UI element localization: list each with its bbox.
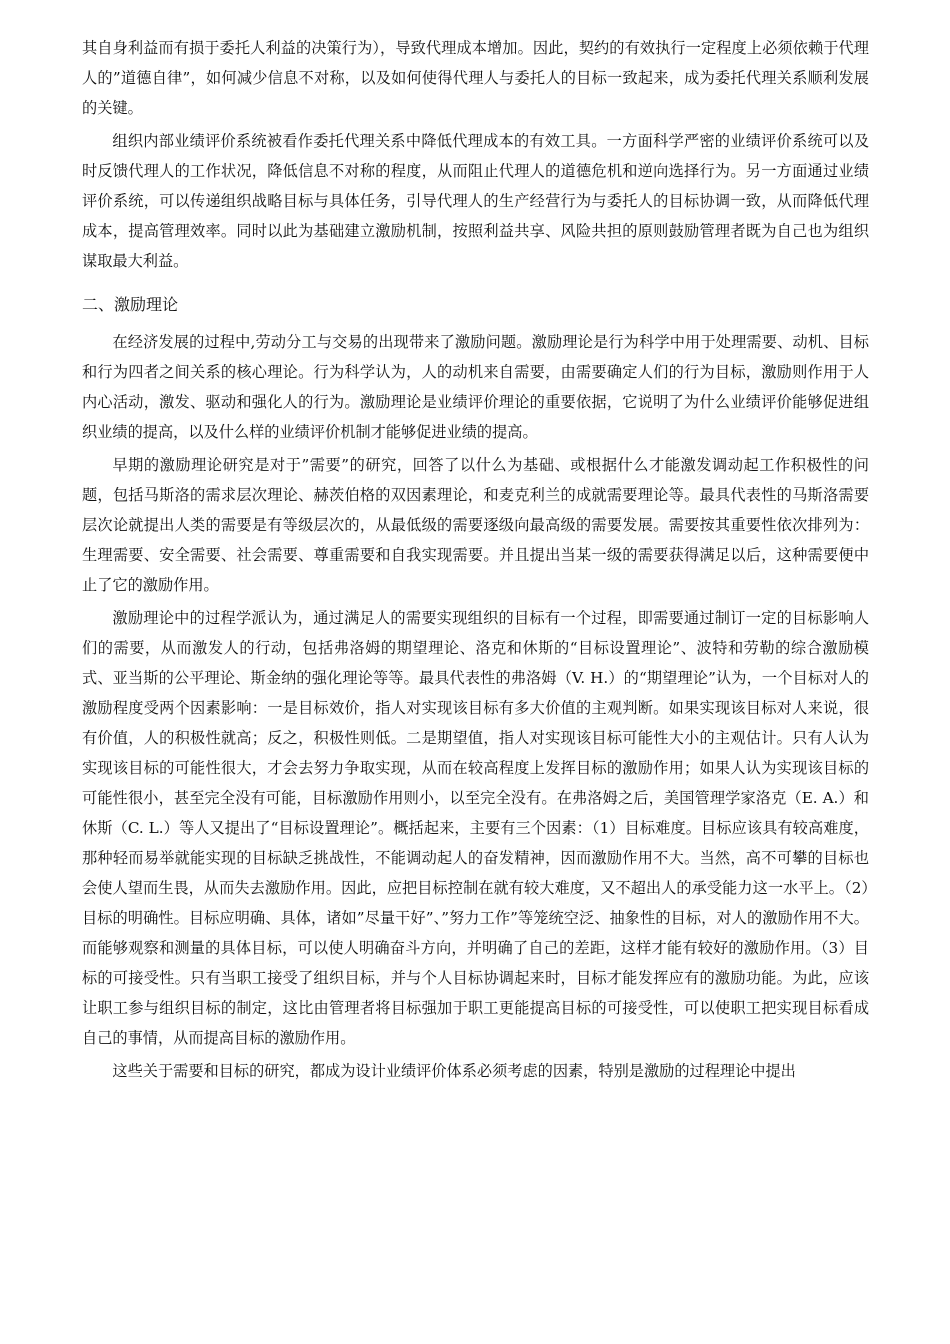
paragraph-conclusion: 这些关于需要和目标的研究，都成为设计业绩评价体系必须考虑的因素，特别是激励的过程理论中提出 [112, 1062, 796, 1080]
paragraph-agency-evaluation: 组织内部业绩评价系统被看作委托代理关系中降低代理成本的有效工具。一方面科学严密的业绩评价系统可以及时反馈代理人的工作状况，降低信息不对称的程度，从而阻止代理人的道德危机和逆向选择行为。另一方面通过业绩评价系统，可以传递组织战略目标与具体任务，引导代理人的生产经营行为与委托人的目标协调一致，从而降低代理成本，提高管理效率。同时以此为基础建立激励机制，按照利益共享、风险共担的原则鼓励管理者既为自己也为组织谋取最大利益。 [82, 132, 869, 270]
section-heading: 二、激励理论 [82, 295, 179, 314]
document-page [82, 33, 869, 1089]
paragraph-incentive-intro: 在经济发展的过程中,劳动分工与交易的出现带来了激励问题。激励理论是行为科学中用于处理需要、动机、目标和行为四者之间关系的核心理论。行为科学认为，人的动机来自需要，由需要确定人们的行为目标，激励则作用于人内心活动，激发、驱动和强化人的行为。激励理论是业绩评价理论的重要依据，它说明了为什么业绩评价能够促进组织业绩的提高，以及什么样的业绩评价机制才能够促进业绩的提高。 [82, 333, 869, 441]
paragraph-continued: 其自身利益而有损于委托人利益的决策行为），导致代理成本增加。因此，契约的有效执行一定程度上必须依赖于代理人的”道德自律”，如何减少信息不对称，以及如何使得代理人与委托人的目标一致起来，成为委托代理关系顺利发展的关键。 [82, 39, 869, 117]
paragraph-needs-theory: 早期的激励理论研究是对于”需要”的研究，回答了以什么为基础、或根据什么才能激发调动起工作积极性的问题，包括马斯洛的需求层次理论、赫茨伯格的双因素理论，和麦克利兰的成就需要理论等。最具代表性的马斯洛需要层次论就提出人类的需要是有等级层次的，从最低级的需要逐级向最高级的需要发展。需要按其重要性依次排列为：生理需要、安全需要、社会需要、尊重需要和自我实现需要。并且提出当某一级的需要获得满足以后，这种需要便中止了它的激励作用。 [82, 456, 869, 594]
paragraph-process-theory: 激励理论中的过程学派认为，通过满足人的需要实现组织的目标有一个过程，即需要通过制订一定的目标影响人们的需要，从而激发人的行动，包括弗洛姆的期望理论、洛克和休斯的“目标设置理论”、波特和劳勒的综合激励模式、亚当斯的公平理论、斯金纳的强化理论等等。最具代表性的弗洛姆（V. H.）的“期望理论”认为，一个目标对人的激励程度受两个因素影响：一是目标效价，指人对实现该目标有多大价值的主观判断。如果实现该目标对人来说，很有价值，人的积极性就高；反之，积极性则低。二是期望值，指人对实现该目标可能性大小的主观估计。只有人认为实现该目标的可能性很大，才会去努力争取实现，从而在较高程度上发挥目标的激励作用；如果人认为实现该目标的可能性很小，甚至完全没有可能，目标激励作用则小，以至完全没有。在弗洛姆之后，美国管理学家洛克（E. A.）和休斯（C. L.）等人又提出了“目标设置理论”。概括起来，主要有三个因素：（1）目标难度。目标应该具有较高难度，那种轻而易举就能实现的目标缺乏挑战性，不能调动起人的奋发精神，因而激励作用不大。当然，高不可攀的目标也会使人望而生畏，从而失去激励作用。因此，应把目标控制在就有较大难度，又不超出人的承受能力这一水平上。（2）目标的明确性。目标应明确、具体，诸如”尽量干好”、”努力工作”等笼统空泛、抽象性的目标，对人的激励作用不大。而能够观察和测量的具体目标，可以使人明确奋斗方向，并明确了自己的差距，这样才能有较好的激励作用。（3）目标的可接受性。只有当职工接受了组织目标，并与个人目标协调起来时，目标才能发挥应有的激励功能。为此，应该让职工参与组织目标的制定，这比由管理者将目标强加于职工更能提高目标的可接受性，可以使职工把实现目标看成自己的事情，从而提高目标的激励作用。 [82, 609, 869, 1047]
